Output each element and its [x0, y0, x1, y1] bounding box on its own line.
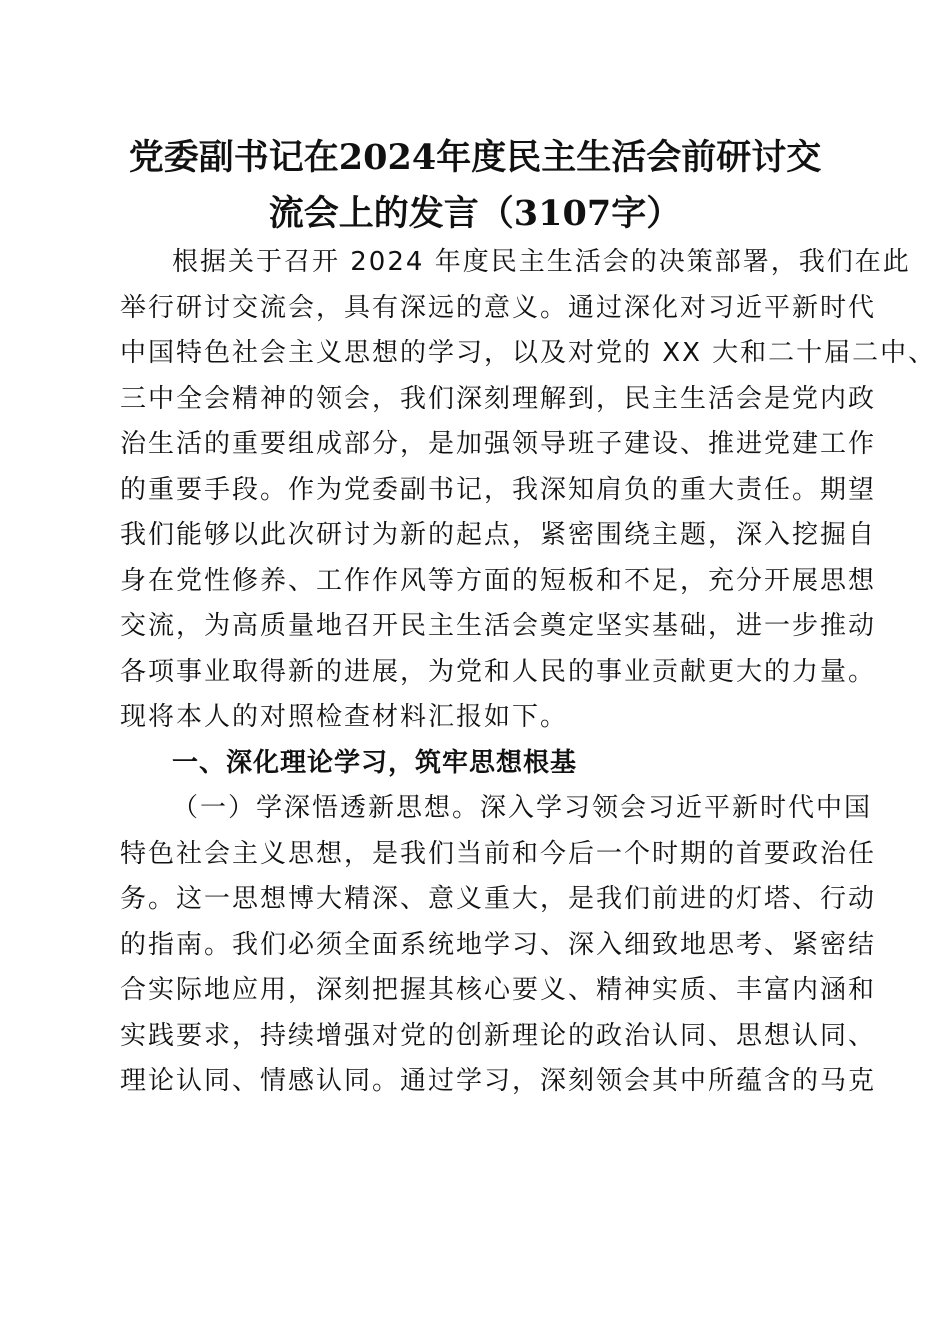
text-line: 特色社会主义思想，是我们当前和今后一个时期的首要政治任	[120, 838, 877, 869]
text-line: 我们能够以此次研讨为新的起点，紧密围绕主题，深入挖掘自	[120, 520, 877, 550]
text-line: 各项事业取得新的进展，为党和人民的事业贡献更大的力量。	[120, 656, 877, 687]
text-line: 中国特色社会主义思想的学习，以及对党的 XX 大和二十届二中、	[120, 338, 937, 368]
paragraph-intro	[120, 240, 937, 741]
document-title	[110, 130, 840, 242]
text-line: 三中全会精神的领会，我们深刻理解到，民主生活会是党内政	[120, 383, 877, 414]
text-line: 治生活的重要组成部分，是加强领导班子建设、推进党建工作	[120, 429, 877, 459]
text-line: 务。这一思想博大精深、意义重大，是我们前进的灯塔、行动	[120, 884, 877, 914]
text-line: 的重要手段。作为党委副书记，我深知肩负的重大责任。期望	[120, 474, 877, 505]
text-line: 交流，为高质量地召开民主生活会奠定坚实基础，进一步推动	[120, 611, 877, 641]
text-line: 合实际地应用，深刻把握其核心要义、精神实质、丰富内涵和	[120, 975, 877, 1005]
text-line: 实践要求，持续增强对党的创新理论的政治认同、思想认同、	[120, 1020, 877, 1051]
text-line: （一）学深悟透新思想。深入学习领会习近平新时代中国	[172, 793, 873, 823]
text-line: 现将本人的对照检查材料汇报如下。	[120, 702, 569, 732]
text-line: 举行研讨交流会，具有深远的意义。通过深化对习近平新时代	[120, 292, 877, 323]
text-line: 身在党性修养、工作作风等方面的短板和不足，充分开展思想	[120, 565, 877, 596]
section-heading: 一、深化理论学习，筑牢思想根基	[172, 747, 578, 778]
title-line-2: 流会上的发言（3107字）	[268, 193, 682, 234]
paragraph-section-1-1	[120, 786, 877, 1105]
title-line-1: 党委副书记在2024年度民主生活会前研讨交	[128, 137, 822, 178]
text-line: 的指南。我们必须全面系统地学习、深入细致地思考、紧密结	[120, 929, 877, 960]
text-line: 理论认同、情感认同。通过学习，深刻领会其中所蕴含的马克	[120, 1066, 877, 1096]
text-line: 根据关于召开 2024 年度民主生活会的决策部署，我们在此	[172, 247, 911, 277]
document-body	[120, 240, 937, 1105]
